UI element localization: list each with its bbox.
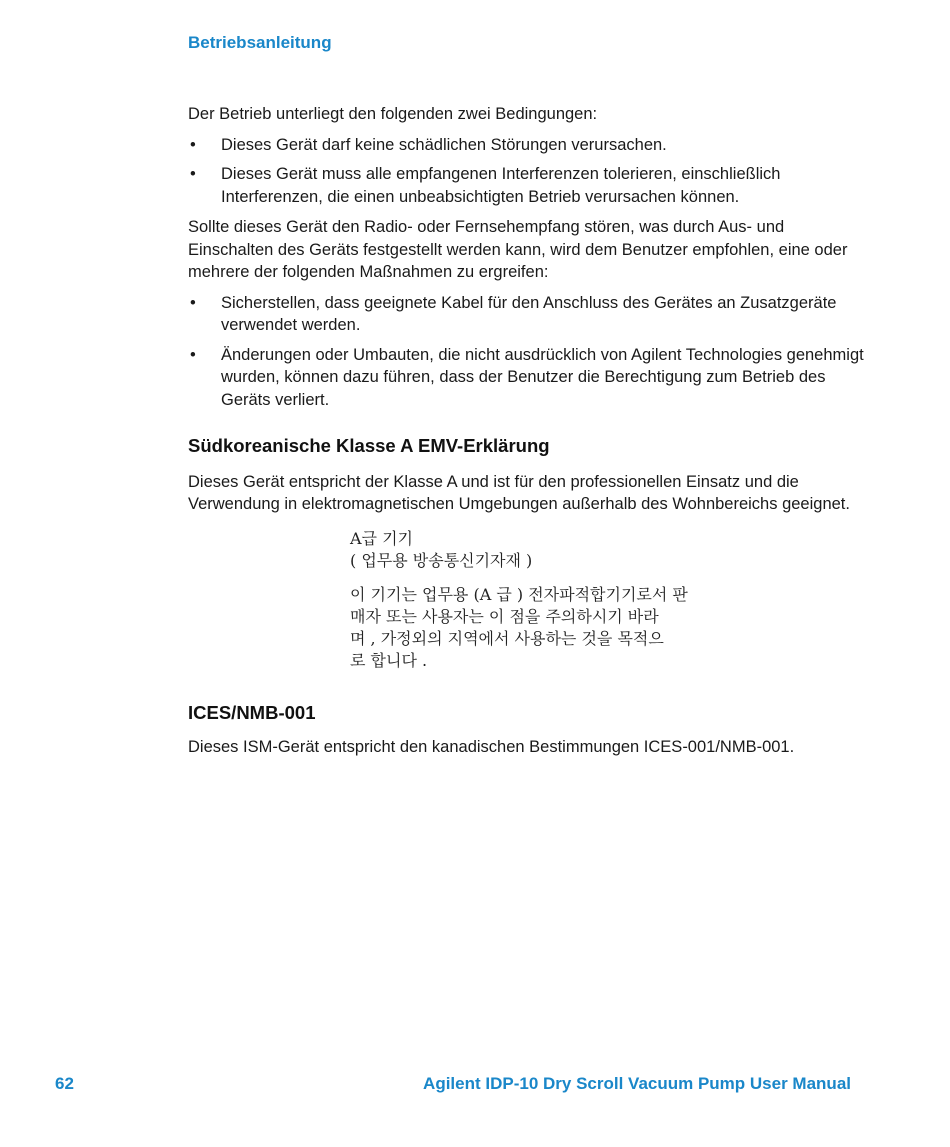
page-number: 62 <box>55 1074 74 1093</box>
interference-paragraph: Sollte dieses Gerät den Radio- oder Fernsehempfang stören, was durch Aus- und Einschalten des Geräts festgestellt werden kann, wird dem Benutzer empfohlen, eine oder mehrere der folgenden Maßnahmen zu ergreifen: <box>188 218 848 281</box>
korean-line: 며 , 가정외의 지역에서 사용하는 것을 목적으 <box>350 628 664 648</box>
footer-manual-title: Agilent IDP-10 Dry Scroll Vacuum Pump User Manual <box>423 1074 851 1093</box>
korean-line: A급 기기 <box>350 528 414 548</box>
bullet-icon: • <box>190 293 196 312</box>
korean-line: 로 합니다 . <box>350 650 428 670</box>
list-item <box>188 134 868 157</box>
list-item-text: Dieses Gerät muss alle empfangenen Interferenzen tolerieren, einschließlich Interferenzen, die einen unbeabsichtigten Betrieb verursachen können. <box>221 165 781 206</box>
conditions-intro: Der Betrieb unterliegt den folgenden zwei Bedingungen: <box>188 105 598 123</box>
bullet-icon: • <box>190 345 196 364</box>
list-item-text: Änderungen oder Umbauten, die nicht ausdrücklich von Agilent Technologies genehmigt wurden, können dazu führen, dass der Benutzer die Berechtigung zum Betrieb des Geräts verliert. <box>221 345 864 409</box>
korea-paragraph: Dieses Gerät entspricht der Klasse A und ist für den professionellen Einsatz und die Verwendung in elektromagnetischen Umgebungen außerhalb des Wohnbereichs geeignet. <box>188 472 850 513</box>
conditions-list <box>188 134 868 209</box>
list-item-text: Dieses Gerät darf keine schädlichen Störungen verursachen. <box>221 135 667 154</box>
list-item <box>188 292 868 337</box>
list-item <box>188 163 868 208</box>
korean-line: ( 업무용 방송통신기자재 ) <box>350 550 533 570</box>
ices-paragraph: Dieses ISM-Gerät entspricht den kanadischen Bestimmungen ICES-001/NMB-001. <box>188 738 795 756</box>
measures-list <box>188 292 868 412</box>
korean-statement <box>350 528 868 672</box>
page-content <box>188 103 868 767</box>
running-header: Betriebsanleitung <box>188 33 332 52</box>
korea-heading: Südkoreanische Klasse A EMV-Erklärung <box>188 435 550 456</box>
korean-line: 매자 또는 사용자는 이 점을 주의하시기 바라 <box>350 606 659 626</box>
korean-line: 이 기기는 업무용 (A 급 ) 전자파적합기기로서 판 <box>350 584 688 604</box>
bullet-icon: • <box>190 135 196 154</box>
ices-heading: ICES/NMB-001 <box>188 701 316 723</box>
list-item <box>188 344 868 412</box>
bullet-icon: • <box>190 165 196 183</box>
list-item-text: Sicherstellen, dass geeignete Kabel für den Anschluss des Gerätes an Zusatzgeräte verwendet werden. <box>221 293 837 334</box>
